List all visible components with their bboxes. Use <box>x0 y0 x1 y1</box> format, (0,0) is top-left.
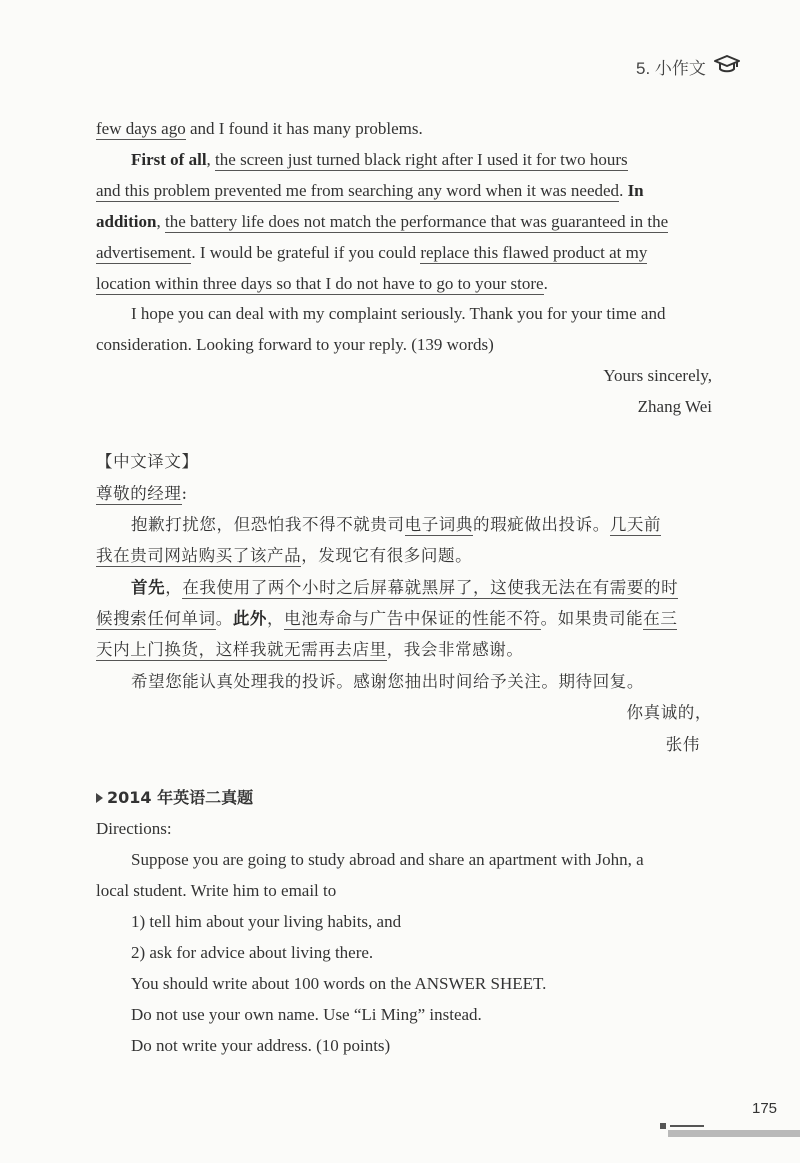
letter-signature: Zhang Wei <box>637 397 712 416</box>
section-title: 2014 年英语二真题 <box>96 782 253 813</box>
translation-line-2: 我在贵司网站购买了该产品，发现它有很多问题。 <box>96 546 473 565</box>
footer-decoration-line <box>670 1125 704 1127</box>
directions-item-1: 1) tell him about your living habits, and <box>131 912 402 931</box>
translation-line-4: 候搜索任何单词。此外，电池寿命与广告中保证的性能不符。如果贵司能在三 <box>96 609 678 628</box>
directions-req-3: Do not write your address. (10 points) <box>131 1036 391 1055</box>
translation-salutation: 尊敬的经理: <box>96 484 188 503</box>
page-number: 175 <box>752 1100 778 1117</box>
letter-line-2: First of all, the screen just turned black right after I used it for two hours <box>131 150 628 169</box>
directions-label: Directions: <box>96 819 172 838</box>
translation-signature: 张伟 <box>665 735 700 754</box>
directions-item-2: 2) ask for advice about living there. <box>131 943 374 962</box>
translation-line-3: 首先，在我使用了两个小时之后屏幕就黑屏了，这使我无法在有需要的时 <box>131 578 679 597</box>
letter-line-7: I hope you can deal with my complaint seriously. Thank you for your time and <box>131 304 666 323</box>
letter-line-4: addition, the battery life does not match the performance that was guaranteed in the <box>96 212 669 231</box>
directions-para-1: Suppose you are going to study abroad and share an apartment with John, a <box>131 850 644 869</box>
directions-para-2: local student. Write him to email to <box>96 881 337 900</box>
footer-bar <box>668 1130 800 1137</box>
footer-decoration-dot <box>660 1123 666 1129</box>
letter-line-3: and this problem prevented me from searching any word when it was needed. In <box>96 181 644 200</box>
translation-line-5: 天内上门换货，这样我就无需再去店里，我会非常感谢。 <box>96 640 524 659</box>
letter-line-1: few days ago and I found it has many problems. <box>96 119 423 138</box>
letter-line-8: consideration. Looking forward to your reply. (139 words) <box>96 335 494 354</box>
translation-line-6: 希望您能认真处理我的投诉。感谢您抽出时间给予关注。期待回复。 <box>131 672 644 691</box>
translation-heading: 【中文译文】 <box>96 452 199 471</box>
triangle-bullet-icon <box>96 793 103 803</box>
letter-line-5: advertisement. I would be grateful if you could replace this flawed product at my <box>96 243 648 262</box>
graduation-cap-icon <box>714 54 740 79</box>
directions-req-1: You should write about 100 words on the ANSWER SHEET. <box>131 974 547 993</box>
directions-req-2: Do not use your own name. Use “Li Ming” instead. <box>131 1005 482 1024</box>
translation-line-1: 抱歉打扰您，但恐怕我不得不就贵司电子词典的瑕疵做出投诉。几天前 <box>131 515 662 534</box>
chapter-title: 5. 小作文 <box>636 59 706 78</box>
translation-closing: 你真诚的， <box>626 703 712 722</box>
letter-closing: Yours sincerely, <box>603 366 712 385</box>
letter-line-6: location within three days so that I do not have to go to your store. <box>96 274 548 293</box>
chapter-header <box>636 54 740 79</box>
